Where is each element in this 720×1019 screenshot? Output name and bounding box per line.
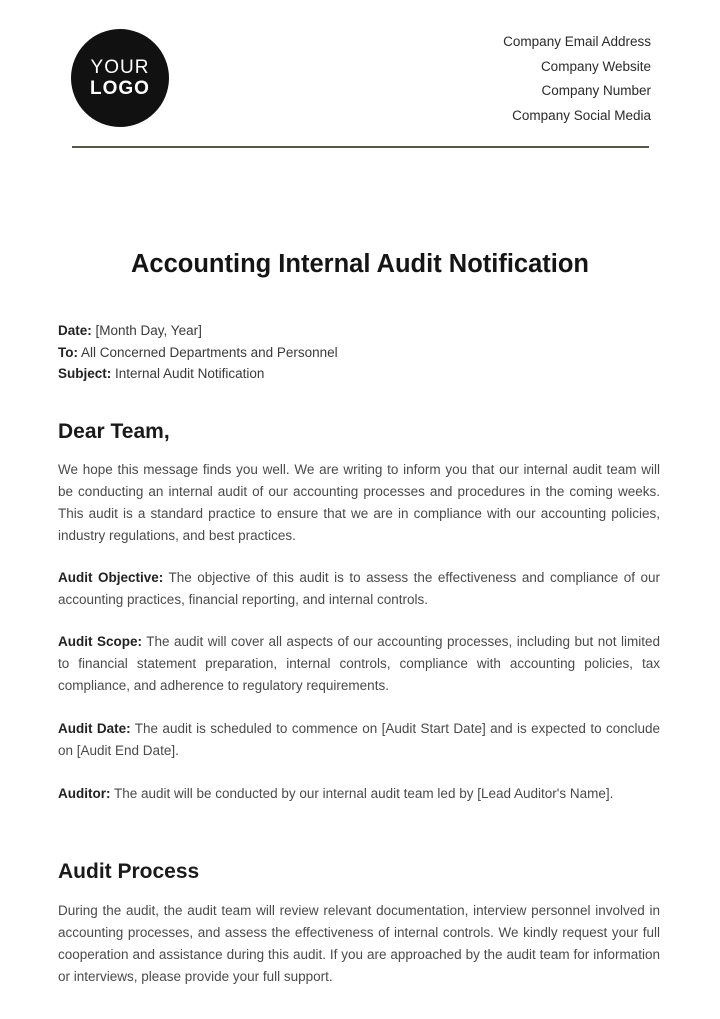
audit-objective-paragraph [58, 567, 660, 611]
greeting-heading: Dear Team, [58, 420, 170, 443]
document-title: Accounting Internal Audit Notification [130, 250, 590, 278]
meta-to-value: All Concerned Departments and Personnel [78, 344, 338, 360]
company-email: Company Email Address [503, 34, 651, 49]
audit-date-label: Audit Date: [58, 721, 131, 736]
audit-process-heading: Audit Process [58, 860, 200, 883]
company-social-media: Company Social Media [512, 107, 651, 123]
auditor-paragraph [58, 783, 660, 805]
intro-paragraph: We hope this message finds you well. We are writing to inform you that our internal audit team will be conducting an internal audit of our accounting processes and procedures in the coming weeks. This audit is a standard practice to ensure that we are in compliance with our accounting policies, industry regulations, and best practices. [58, 462, 660, 543]
company-logo [71, 29, 169, 127]
company-contact-block [503, 32, 651, 130]
meta-subject-label: Subject: [58, 366, 112, 381]
meta-to [58, 342, 338, 364]
audit-date-paragraph [58, 718, 660, 762]
audit-objective-text: The objective of this audit is to assess the effectiveness and compliance of our accounting practices, financial reporting, and internal controls. [58, 570, 660, 607]
audit-objective-label: Audit Objective: [58, 570, 164, 585]
memo-meta [58, 320, 338, 385]
audit-date-text: The audit is scheduled to commence on [Audit Start Date] and is expected to conclude on [Audit End Date]. [58, 721, 661, 758]
audit-scope-label: Audit Scope: [58, 634, 142, 649]
logo-text-logo: LOGO [90, 78, 150, 99]
meta-subject [58, 363, 338, 385]
header-divider [72, 146, 649, 148]
auditor-label: Auditor: [58, 786, 111, 801]
meta-date-value: [Month Day, Year] [91, 323, 202, 338]
meta-date-label: Date: [58, 323, 92, 338]
audit-scope-paragraph [58, 631, 660, 697]
audit-scope-text: The audit will cover all aspects of our accounting processes, including but not limited to financial statement preparation, internal controls, compliance with accounting policies, tax compliance, and adherence to regulatory requirements. [58, 634, 660, 693]
auditor-text: The audit will be conducted by our internal audit team led by [Lead Auditor's Name]. [110, 786, 614, 801]
meta-date [58, 320, 338, 342]
meta-subject-value: Internal Audit Notification [111, 366, 265, 381]
company-number: Company Number [541, 83, 651, 98]
meta-to-label: To: [58, 344, 78, 360]
company-website: Company Website [540, 58, 651, 74]
logo-text-your: YOUR [90, 57, 150, 78]
audit-process-paragraph: During the audit, the audit team will review relevant documentation, interview personnel involved in accounting processes, and assess the effectiveness of internal controls. We kindly request your full cooperation and assistance during this audit. If you are approached by the audit team for information or interviews, please provide your full support. [58, 903, 660, 984]
